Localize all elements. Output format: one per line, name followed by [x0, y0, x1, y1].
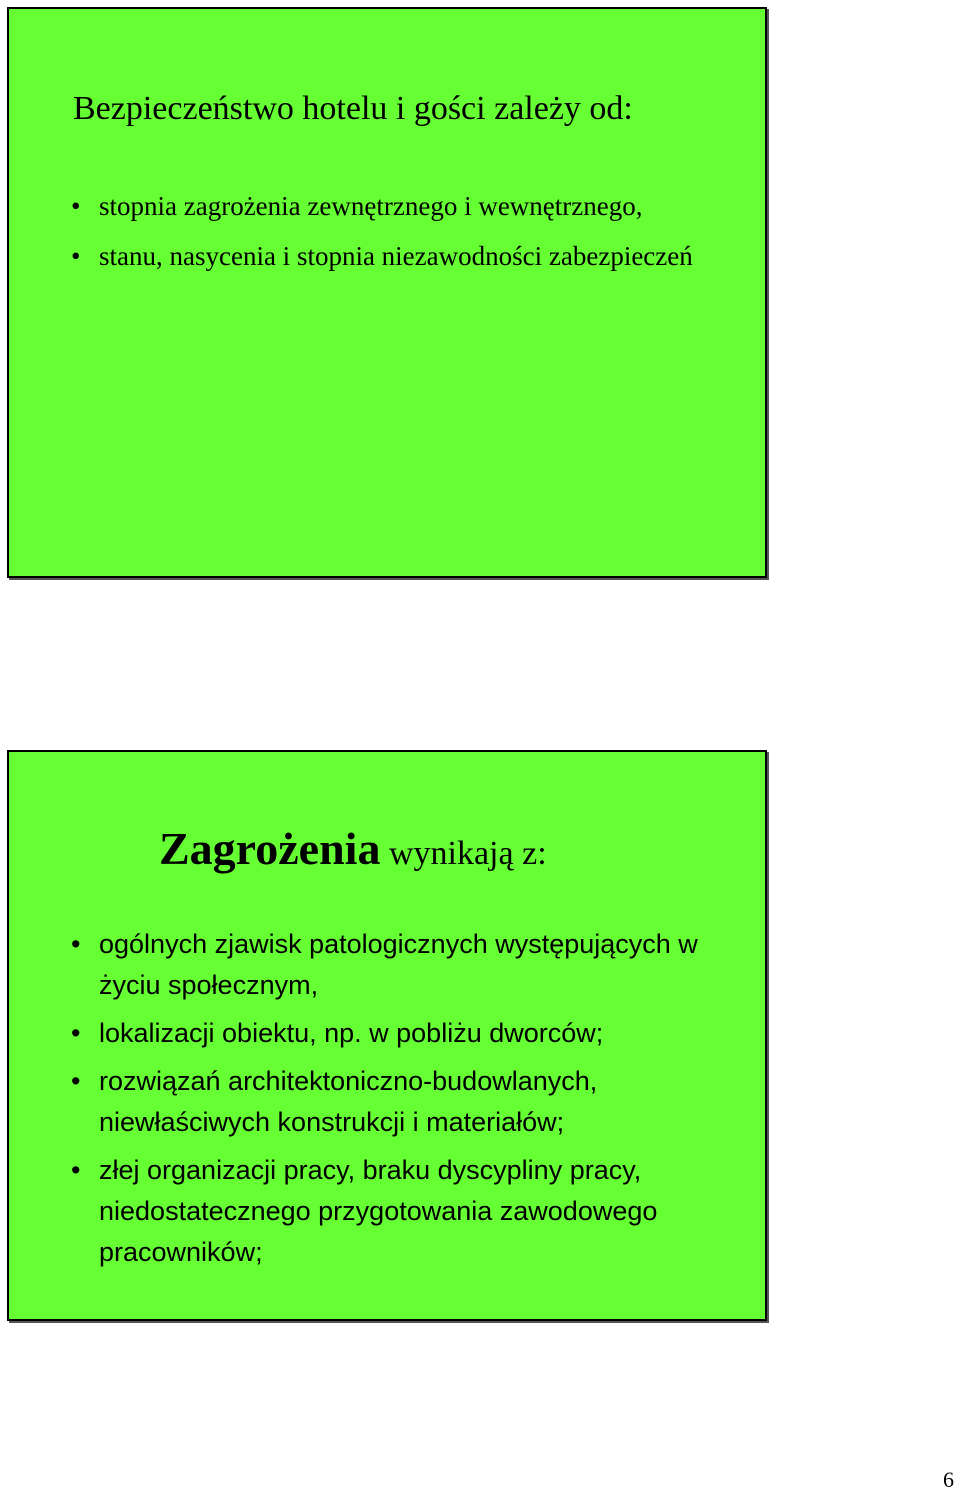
list-item [71, 1013, 711, 1054]
list-item [71, 186, 711, 226]
bullet-icon: • [71, 929, 81, 959]
bullet-icon: • [71, 191, 81, 221]
page-number: 6 [943, 1467, 954, 1492]
slide-1 [7, 7, 767, 578]
list-item [71, 1061, 711, 1143]
list-item [71, 236, 711, 276]
bullet-icon: • [71, 1018, 81, 1048]
slide-1-bullet-list [71, 186, 711, 276]
list-item [71, 924, 711, 1006]
list-item [71, 1150, 711, 1273]
bullet-text: złej organizacji pracy, braku dyscypliny pracy, niedostatecznego przygotowania zawodowego pracowników; [99, 1155, 658, 1267]
bullet-text: rozwiązań architektoniczno-budowlanych, niewłaściwych konstrukcji i materiałów; [99, 1066, 598, 1137]
bullet-icon: • [71, 1155, 81, 1185]
slide-2-title [159, 824, 547, 879]
bullet-text: stopnia zagrożenia zewnętrznego i wewnętrznego, [99, 191, 643, 221]
slide-2-title-rest: wynikają z: [380, 835, 547, 872]
slide-2 [7, 750, 767, 1321]
slide-2-title-bold: Zagrożenia [159, 823, 381, 874]
bullet-icon: • [71, 241, 81, 271]
slide-1-title: Bezpieczeństwo hotelu i gości zależy od: [73, 90, 633, 127]
bullet-icon: • [71, 1066, 81, 1096]
bullet-text: stanu, nasycenia i stopnia niezawodności zabezpieczeń [99, 241, 693, 271]
bullet-text: ogólnych zjawisk patologicznych występujących w życiu społecznym, [99, 929, 698, 1000]
slide-2-bullet-list [71, 924, 711, 1273]
bullet-text: lokalizacji obiektu, np. w pobliżu dworców; [99, 1018, 604, 1048]
